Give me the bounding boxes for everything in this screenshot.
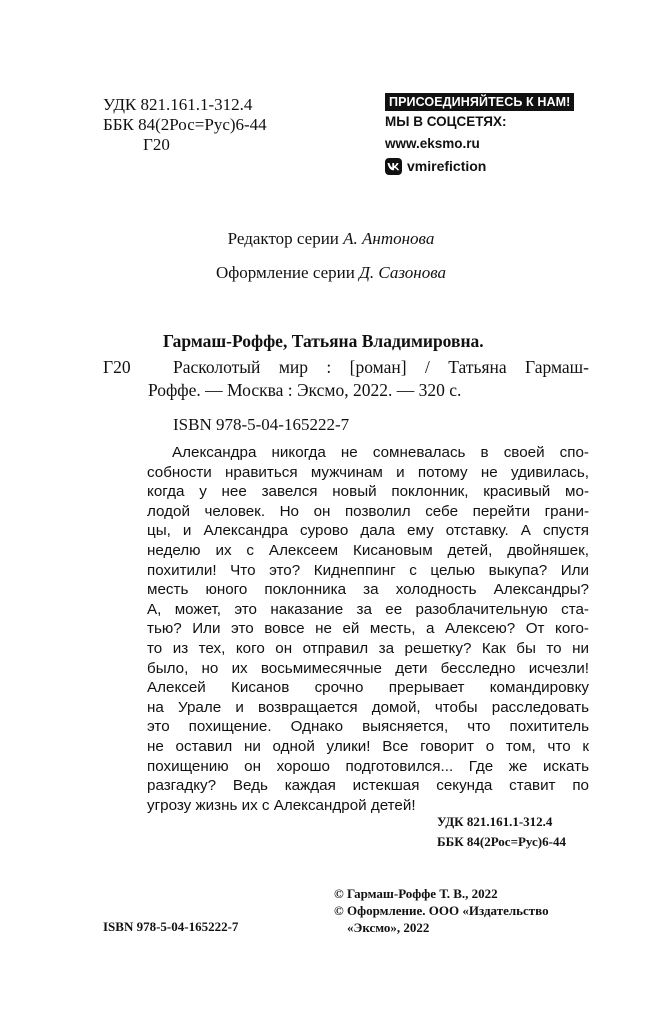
annotation-line: месть юного поклонника за холодность Александры? <box>147 581 589 599</box>
copyright-block <box>334 885 549 936</box>
annotation-line: то из тех, кого он отправил за решетку? Как бы то ни <box>147 639 589 657</box>
classification-codes <box>103 95 267 155</box>
annotation-line: Александра никогда не сомневалась в своей спо- <box>172 444 589 461</box>
annotation-line: похитили! Что это? Киднеппинг с целью выкупа? Или <box>147 561 589 579</box>
footer-codes <box>437 812 566 852</box>
annotation-line: А, может, это наказание за ее разоблачительную ста- <box>147 600 589 618</box>
editor-name: А. Антонова <box>343 229 435 248</box>
annotation <box>147 443 589 815</box>
social-block <box>385 93 574 177</box>
bbk-code: ББК 84(2Рос=Рус)6-44 <box>103 115 267 134</box>
annotation-line: это похищение. Однако выясняется, что похититель <box>147 718 589 736</box>
copyright-author: © Гармаш-Роффе Т. В., 2022 <box>334 886 498 901</box>
isbn-footer: ISBN 978-5-04-165222-7 <box>103 919 239 934</box>
join-banner: ПРИСОЕДИНЯЙТЕСЬ К НАМ! <box>385 93 574 111</box>
author-mark: Г20 <box>143 135 170 154</box>
annotation-line: разгадку? Ведь каждая истекшая секунда ставит по <box>147 777 589 795</box>
isbn-main: ISBN 978-5-04-165222-7 <box>173 415 350 434</box>
vk-icon <box>385 158 402 175</box>
annotation-line: было, но их восьмимесячные дети бесследно исчезли! <box>147 659 589 677</box>
design-label: Оформление серии <box>216 263 355 282</box>
bibliographic-description <box>148 356 589 402</box>
editor-label: Редактор серии <box>227 229 339 248</box>
biblio-line-1: Расколотый мир : [роман] / Татьяна Гармаш- <box>173 357 589 377</box>
series-design <box>0 263 662 283</box>
vk-link[interactable] <box>385 155 574 177</box>
annotation-line: Алексей Кисанов срочно прерывает командировку <box>147 679 589 697</box>
vk-handle: vmirefiction <box>407 158 487 174</box>
biblio-line-2: Роффе. — Москва : Эксмо, 2022. — 320 с. <box>148 380 462 400</box>
website-link[interactable]: www.eksmo.ru <box>385 136 480 151</box>
design-name: Д. Сазонова <box>359 263 446 282</box>
annotation-line: тью? Или это вовсе не ей месть, а Алексею? От кого- <box>147 620 589 638</box>
footer-udk: УДК 821.161.1-312.4 <box>437 814 553 829</box>
annotation-line: не оставил ни одной улики! Все говорит о том, что к <box>147 737 589 755</box>
annotation-line: цы, и Александра сурово дала ему отставку. А спустя <box>147 522 589 540</box>
copyright-design-cont: «Эксмо», 2022 <box>347 920 430 935</box>
catalog-author-mark: Г20 <box>103 357 131 377</box>
annotation-line: лодой человек. Но он позволил себе перейти грани- <box>147 502 589 520</box>
udk-code: УДК 821.161.1-312.4 <box>103 95 253 114</box>
networks-label: МЫ В СОЦСЕТЯХ: <box>385 114 507 129</box>
copyright-design: © Оформление. ООО «Издательство <box>334 903 549 918</box>
footer-bbk: ББК 84(2Рос=Рус)6-44 <box>437 834 566 849</box>
annotation-line: похищению он хорошо подготовился... Где же искать <box>147 757 589 775</box>
annotation-line: когда у нее завелся новый поклонник, красивый мо- <box>147 483 589 501</box>
annotation-line: неделю их с Алексеем Кисановым детей, двойняшек, <box>147 541 589 559</box>
annotation-line: на Урале и возвращается домой, чтобы расследовать <box>147 698 589 716</box>
annotation-line: собности нравиться мужчинам и потому не удивилась, <box>147 463 589 481</box>
catalog-author: Гармаш-Роффе, Татьяна Владимировна. <box>163 331 484 351</box>
series-editor <box>0 229 662 249</box>
annotation-line: угрозу жизнь их с Александрой детей! <box>147 796 416 814</box>
